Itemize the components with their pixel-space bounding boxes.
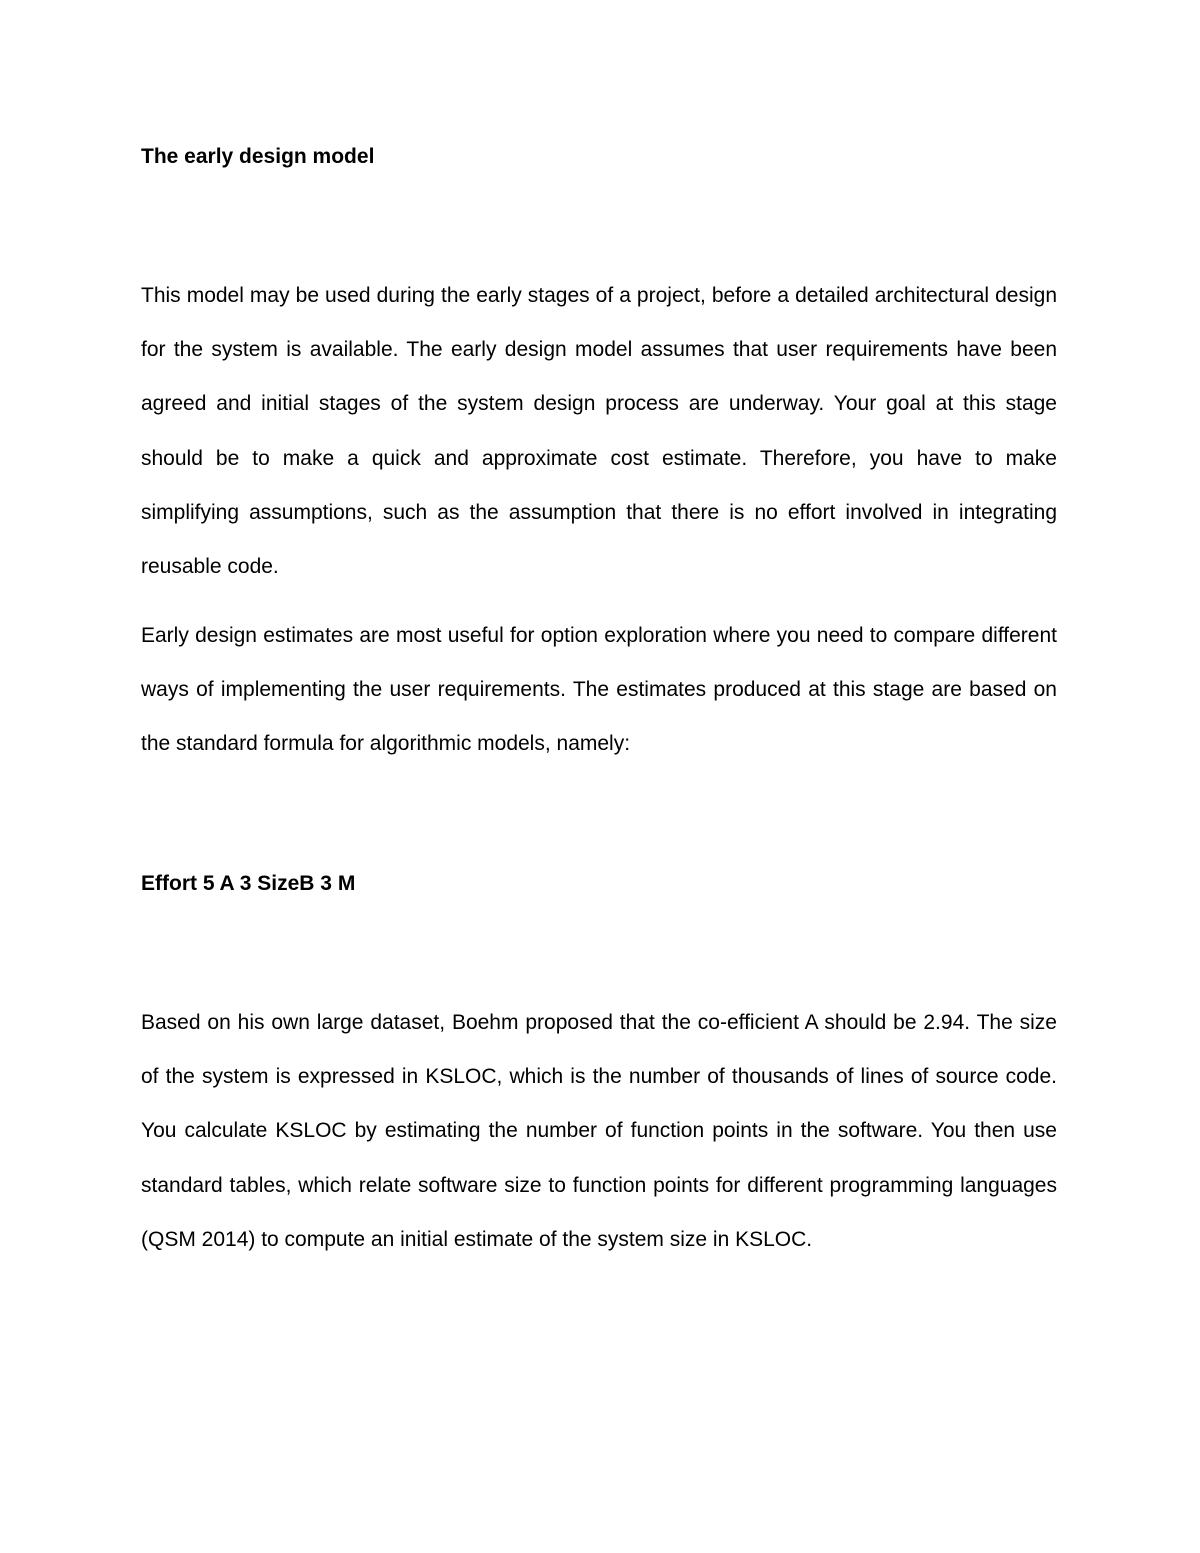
- page-title: The early design model: [141, 145, 375, 168]
- effort-formula: Effort 5 A 3 SizeB 3 M: [141, 872, 356, 895]
- paragraph-intro: This model may be used during the early stages of a project, before a detailed architectural design for the system is available. The early design model assumes that user requirements have been agreed and initial stages of the system design process are underway. Your goal at this stage should be to make a quick and approximate cost estimate. Therefore, you have to make simplifying assumptions, such as the assumption that there is no effort involved in integrating reusable code.: [141, 284, 1057, 579]
- paragraph-boehm: Based on his own large dataset, Boehm proposed that the co-efficient A should be 2.94. The size of the system is expressed in KSLOC, which is the number of thousands of lines of source code. You calculate KSLOC by estimating the number of function points in the software. You then use standard tables, which relate software size to function points for different programming languages (QSM 2014) to compute an initial estimate of the system size in KSLOC.: [141, 1011, 1057, 1251]
- paragraph-estimates: Early design estimates are most useful for option exploration where you need to compare different ways of implementing the user requirements. The estimates produced at this stage are based on the standard formula for algorithmic models, namely:: [141, 624, 1057, 756]
